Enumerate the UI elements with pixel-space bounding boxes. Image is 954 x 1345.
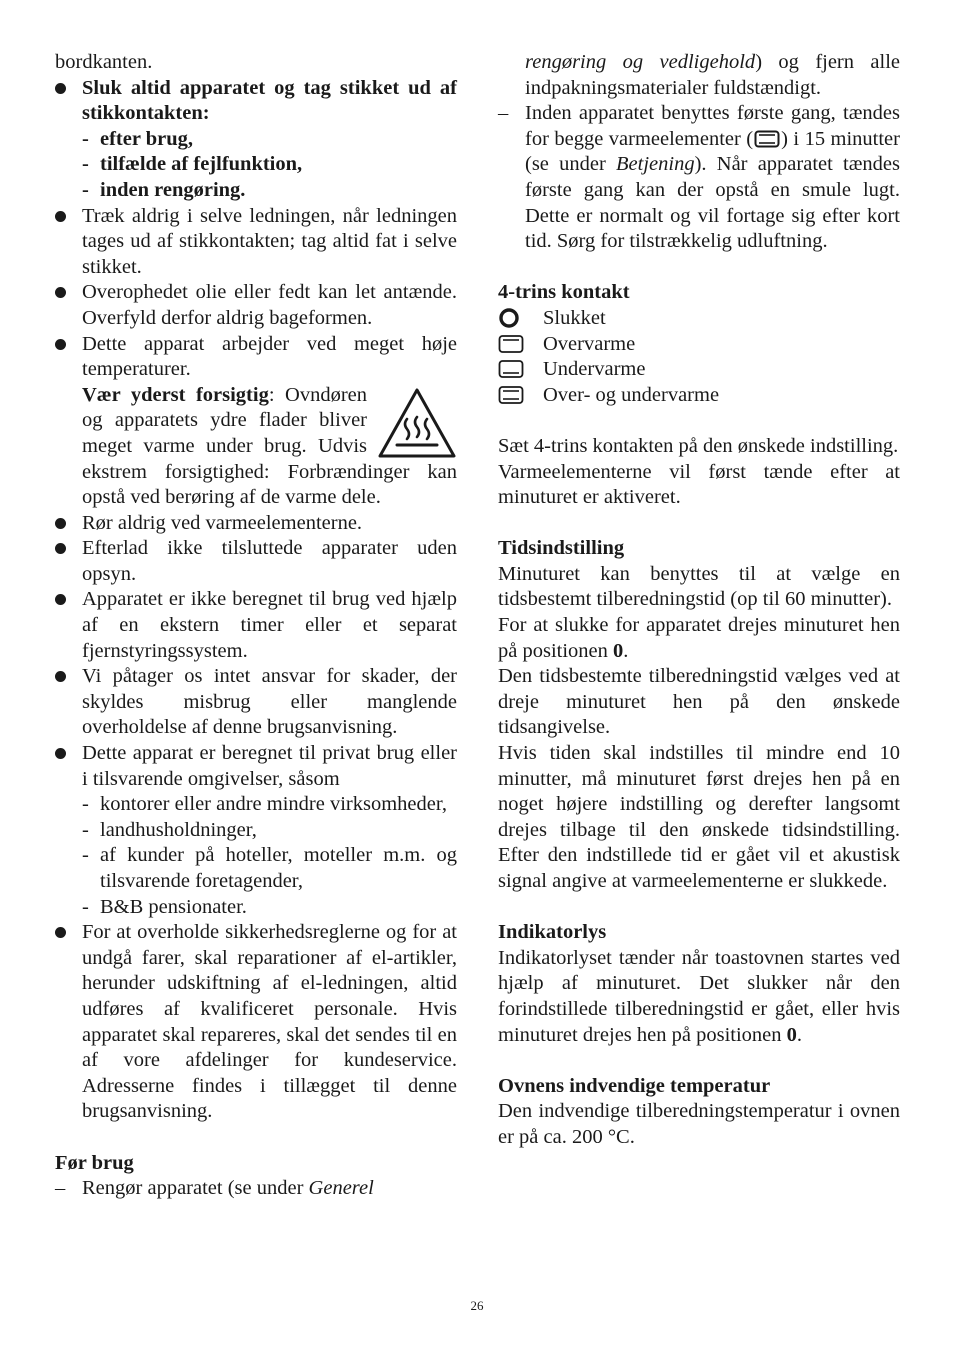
clean-reference-continuation: rengøring og vedligehold [525,51,756,73]
caution-label: Vær yderst forsigtig [82,383,269,406]
top-bottom-heat-icon [498,385,524,405]
switch-option-label: Over- og undervarme [543,383,720,406]
right-column [498,50,900,1151]
timer-text-1: Minuturet kan benyttes til at vælge en tidsbestemt tilberedningstid (op til 60 minutter). [498,562,900,611]
bullet-oil: Overophedet olie eller fedt kan let antænde. Overfyld derfor aldrig bageformen. [55,280,457,331]
indicator-heading: Indikatorlys [498,921,607,944]
bullet-liability: Vi påtager os intet ansvar for skader, der skyldes misbrug eller manglende overholdelse af denne brugsanvisning. [55,664,457,741]
bullet-cord: Træk aldrig i selve ledningen, når ledningen tages ud af stikkontakten; tag altid fat i selve stikket. [55,204,457,281]
private-use-item: - af kunder på hoteller, moteller m.m. og tilsvarende foretagender, [55,843,457,894]
switch-option-label: Undervarme [543,358,646,381]
timer-text-2 [498,613,900,664]
bullet-elements: Rør aldrig ved varmeelementerne. [55,511,457,537]
bullet-unattended: Efterlad ikke tilsluttede apparater uden opsyn. [55,536,457,587]
unplug-item: - inden rengøring. [55,178,457,204]
left-column [55,50,457,1202]
clean-suffix: ) og fjern alle indpakningsmaterialer fuldstændigt. [525,51,901,99]
unplug-heading: Sluk altid apparatet og tag stikket ud af stikkontakten: [55,76,457,127]
switch-heading: 4-trins kontakt [498,281,630,304]
intro-continuation: bordkanten. [55,51,153,73]
bottom-heat-icon [498,359,524,379]
caution-text: Ovndøren og apparatets ydre flader bliver meget varme under brug. Udvis ekstrem forsigtighed: Forbrændinger kan opstå ved berøring af de varme dele. [82,383,457,509]
first-use-part3: ). Når apparatet tændes første gang kan der opstå en smule lugt. Dette er normalt og vil fortage sig efter kort tid. Sørg for tilstrækkelig udluftning. [525,153,900,253]
page-number: 26 [470,1298,484,1313]
first-use-part2: ) i 15 minutter (se under [525,127,900,176]
caution-colon: : [268,383,275,406]
switch-option-bottom-heat [498,357,900,383]
clean-prefix: Rengør apparatet (se under [82,1177,309,1200]
temperature-text: Den indvendige tilberedningstemperatur i ovnen er på ca. 200 °C. [498,1100,900,1148]
bullet-repair: For at overholde sikkerhedsreglerne og for at undgå farer, skal reparationer af el-artikler, herunder udskiftning af el-ledningen, altid udføres af kvalificeret personale. Hvis apparatet skal repareres, skal det sendes til en af vore afdelinger for kundeservice. Adresserne findes i tillægget til denne brugsanvisning. [55,920,457,1125]
indicator-text-suffix: . [796,1023,803,1046]
timer-text-3: Den tidsbestemte tilberedningstid vælges ved at dreje minuturet hen på den ønskede tidsangivelse. [498,665,900,739]
indicator-text-prefix: Indikatorlyset tænder når toastovnen startes ved hjælp af minuturet. Det slukker når den forindstillede tilberedningstid er gået, eller hvis minuturet drejes hen på positionen [498,946,900,1046]
timer-text-2-prefix: For at slukke for apparatet drejes minuturet hen på positionen [498,614,900,662]
switch-text-1: Sæt 4-trins kontakten på den ønskede indstilling. [498,434,899,457]
hot-surface-warning-icon [377,387,457,459]
switch-option-top-heat [498,332,900,358]
before-use-heading: Før brug [55,1151,134,1174]
bullet-timer: Apparatet er ikke beregnet til brug ved hjælp af en ekstern timer eller et separat fjernstyringssystem. [55,587,457,664]
unplug-item: - tilfælde af fejlfunktion, [55,152,457,178]
private-use-item: - kontorer eller andre mindre virksomheder, [55,792,457,818]
switch-option-top-bottom-heat [498,383,900,409]
operation-reference: Betjening [616,153,695,176]
clean-reference: Generel [308,1177,374,1200]
timer-text-4: Hvis tiden skal indstilles til mindre end 10 minutter, må minuturet først drejes hen på en noget højere indstilling og derefter langsomt drejes tilbage til den ønskede tidsindstilling. Efter den indstillede tid er gået vil et akustisk signal angive at varmeelementerne er slukkede. [498,742,900,892]
switch-option-off [498,306,900,332]
off-icon [498,308,524,328]
first-use-instructions [498,101,900,255]
timer-heading: Tidsindstilling [498,537,625,560]
top-bottom-heat-icon [754,130,780,148]
temperature-heading: Ovnens indvendige temperatur [498,1074,771,1097]
timer-text-2-suffix: . [623,639,629,662]
bullet-private-use: Dette apparat er beregnet til privat brug eller i tilsvarende omgivelser, såsom [55,741,457,792]
caution-block [82,383,457,511]
position-zero: 0 [613,639,624,662]
before-use-clean [55,1176,457,1202]
top-heat-icon [498,334,524,354]
private-use-item: - B&B pensionater. [55,895,457,921]
indicator-text [498,946,900,1048]
first-use-part1: Inden apparatet benyttes første gang, tændes for begge varmeelementer ( [525,102,900,150]
before-use-clean-continuation [498,50,900,101]
position-zero: 0 [786,1023,797,1046]
private-use-item: - landhusholdninger, [55,818,457,844]
switch-option-label: Overvarme [543,332,636,355]
hot-temperature-text: Dette apparat arbejder ved meget høje temperaturer. [82,332,457,381]
switch-option-label: Slukket [543,306,606,329]
switch-text-2: Varmeelementerne vil først tænde efter at minuturet er aktiveret. [498,460,900,509]
bullet-hot-surfaces [55,332,457,511]
unplug-item: - efter brug, [55,127,457,153]
